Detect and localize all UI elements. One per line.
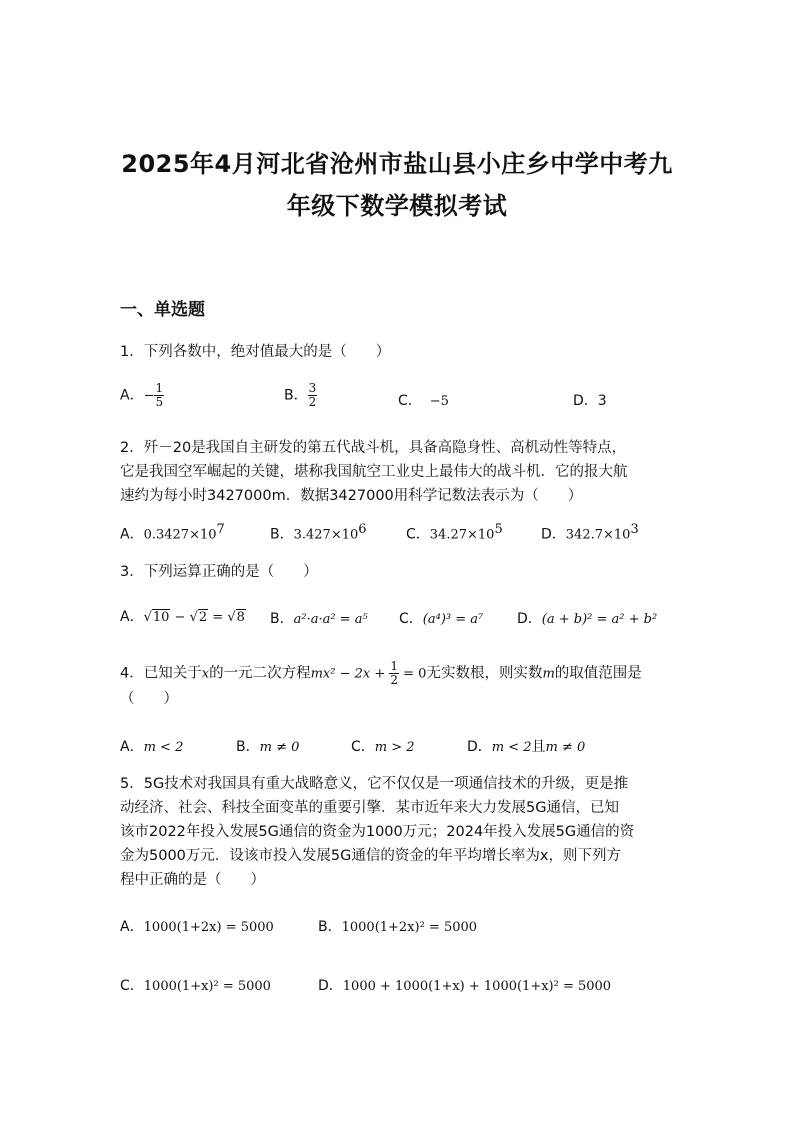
question-2-option-a [120, 522, 225, 544]
question-5-line-3: 该市2022年投入发展5G通信的资金为1000万元；2024年投入发展5G通信的资 [120, 824, 635, 840]
option-label: D． [541, 526, 566, 543]
stem-text: 的取值范围是 [554, 665, 642, 682]
question-2-option-c [406, 522, 503, 544]
question-4-line-1 [120, 660, 720, 687]
sqrt-icon: √ [189, 610, 198, 625]
option-value: m > 2 [374, 740, 415, 755]
question-5-stem [120, 772, 720, 892]
stem-text: 4．已知关于 [120, 665, 202, 682]
question-4-option-b [236, 736, 299, 756]
radicand: 8 [236, 610, 245, 625]
option-label: D． [517, 611, 542, 627]
fraction-numerator: 1 [155, 381, 164, 395]
option-value: a²·a·a² = a⁵ [293, 612, 368, 627]
option-value: 1000 + 1000(1+x) + 1000(1+x)² = 5000 [342, 979, 612, 994]
question-2-option-d [541, 522, 639, 544]
option-label: C． [406, 526, 430, 543]
section-heading-single-choice: 一、单选题 [120, 300, 205, 320]
option-value: 0.3427×10 [143, 527, 217, 543]
option-value: m < 2 [491, 740, 532, 755]
option-label: A． [120, 739, 144, 755]
fraction-denominator: 2 [308, 395, 317, 409]
option-label: D． [467, 739, 492, 755]
question-1-option-b [284, 382, 317, 409]
variable-m: m [542, 666, 555, 682]
option-label: C． [351, 739, 375, 755]
option-label: C． [398, 393, 422, 409]
option-value: (a + b)² = a² + b² [541, 612, 658, 627]
exam-title-line-2: 年级下数学模拟考试 [286, 192, 508, 220]
radicand: 2 [198, 610, 208, 625]
question-2-line-2: 它是我国空军崛起的关键，堪称我国航空工业史上最伟大的战斗机．它的报大航 [120, 464, 628, 480]
question-4-option-d [467, 736, 585, 756]
option-label: A． [120, 919, 144, 935]
question-5-line-1: 5．5G技术对我国具有重大战略意义，它不仅仅是一项通信技术的升级，更是推 [120, 776, 629, 792]
fraction-numerator: 3 [308, 381, 317, 395]
question-3-option-a [120, 606, 246, 626]
question-5-option-c [120, 975, 271, 995]
option-value-2: m ≠ 0 [545, 740, 586, 755]
operator: − [170, 610, 190, 625]
fraction-denominator: 2 [390, 673, 399, 687]
option-exponent: 3 [630, 522, 639, 537]
option-value: 342.7×10 [565, 527, 631, 543]
option-label: B． [318, 919, 342, 935]
option-label: D． [318, 978, 343, 994]
option-exponent: 6 [358, 522, 367, 537]
question-5-option-d [318, 975, 611, 995]
option-label: A． [120, 526, 144, 543]
option-sign: − [143, 388, 155, 404]
option-value: −5 [429, 394, 449, 409]
exam-title-line-1: 2025年4月河北省沧州市盐山县小庄乡中学中考九 [121, 150, 673, 178]
stem-text: 的一元二次方程 [209, 665, 311, 682]
equation-fraction [389, 660, 399, 687]
option-exponent: 5 [494, 522, 503, 537]
question-1-option-c [398, 390, 449, 410]
option-label: C． [120, 978, 144, 994]
question-5-line-2: 动经济、社会、科技全面变革的重要引擎．某市近年来大力发展5G通信，已知 [120, 800, 619, 816]
option-label: B． [270, 611, 294, 627]
question-5-line-5: 程中正确的是（ ） [120, 872, 265, 888]
option-label: B． [236, 739, 260, 755]
stem-text: 无实数根，则实数 [426, 665, 543, 682]
option-value: 34.27×10 [429, 527, 495, 543]
option-conjunction: 且 [531, 739, 546, 755]
question-4-option-a [120, 736, 183, 756]
question-4-stem [120, 660, 720, 711]
question-2-option-b [270, 522, 367, 544]
question-1-stem: 1．下列各数中，绝对值最大的是（ ） [120, 344, 391, 360]
question-3-option-b [270, 608, 368, 628]
option-value: m < 2 [143, 740, 184, 755]
question-4-option-c [351, 736, 415, 756]
question-3-stem: 3．下列运算正确的是（ ） [120, 564, 318, 580]
question-1-option-a [120, 382, 164, 409]
option-fraction [308, 382, 318, 409]
question-3-option-c [399, 608, 483, 628]
option-label: A． [120, 609, 144, 625]
question-2-line-3: 速约为每小时3427000m．数据3427000用科学记数法表示为（ ） [120, 488, 583, 504]
question-5-option-b [318, 916, 477, 936]
question-2-line-1: 2．歼－20是我国自主研发的第五代战斗机，具备高隐身性、高机动性等特点， [120, 440, 627, 456]
question-5-line-4: 金为5000万元．设该市投入发展5G通信的资金的年平均增长率为x，则下列方 [120, 848, 621, 864]
option-value: m ≠ 0 [259, 740, 300, 755]
equation: mx² − 2x + [310, 666, 390, 682]
option-fraction [154, 382, 164, 409]
option-label: B． [270, 526, 294, 543]
fraction-numerator: 1 [390, 659, 399, 673]
question-5-option-a [120, 916, 274, 936]
option-exponent: 7 [216, 522, 225, 537]
option-label: B． [284, 387, 308, 404]
option-value: 3.427×10 [293, 527, 359, 543]
option-label: C． [399, 611, 423, 627]
option-value: 1000(1+x)² = 5000 [143, 979, 271, 994]
radicand: 10 [152, 610, 170, 625]
question-2-stem [120, 436, 680, 508]
option-value: (a⁴)³ = a⁷ [422, 612, 484, 627]
sqrt-icon: √ [143, 610, 152, 625]
option-value: 1000(1+2x)² = 5000 [341, 920, 478, 935]
sqrt-icon: √ [227, 610, 236, 625]
fraction-denominator: 5 [155, 395, 164, 409]
operator: = [208, 610, 228, 625]
question-3-option-d [517, 608, 657, 628]
question-1-option-d: D．3 [573, 393, 607, 409]
variable-x: x [201, 666, 210, 682]
question-4-line-2: （ ） [120, 691, 178, 707]
option-value: 1000(1+2x) = 5000 [143, 920, 274, 935]
option-label: A． [120, 387, 144, 404]
equation-rhs: = 0 [399, 666, 427, 682]
